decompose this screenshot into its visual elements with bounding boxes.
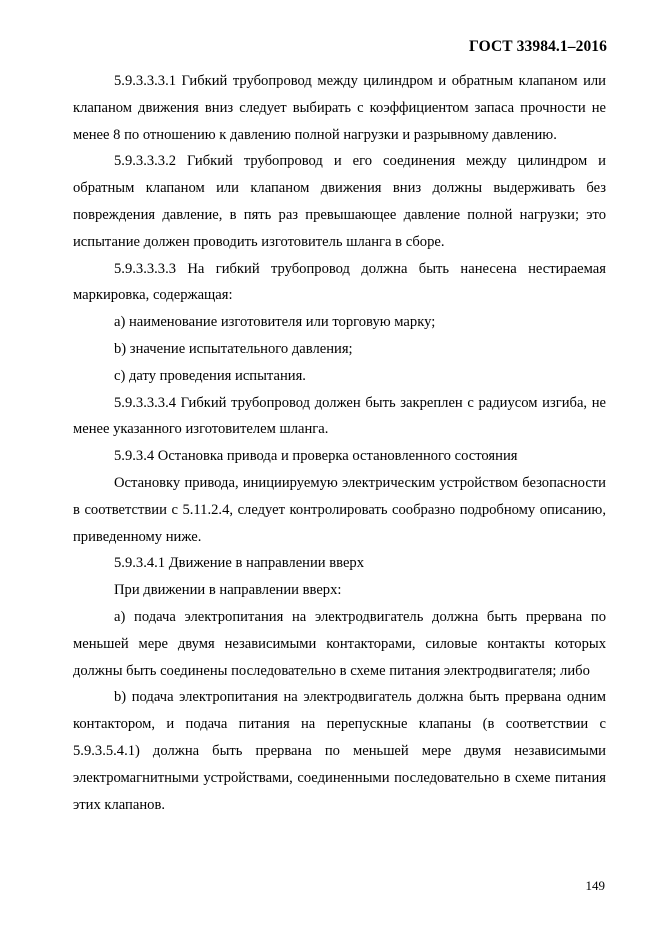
paragraph-upward-intro: При движении в направлении вверх: xyxy=(114,582,342,599)
paragraph-5-9-3-3-3-2: 5.9.3.3.3.2 Гибкий трубопровод и его соединения между цилиндром и обратным клапаном или клапаном движения вниз должны выдерживать без повреждения давление, в пять раз превышающее давление полной нагрузки; это испытание должен проводить изготовитель шланга в сборе. xyxy=(73,153,606,250)
paragraph-5-9-3-3-3-3: 5.9.3.3.3.3 На гибкий трубопровод должна быть нанесена нестираемая маркировка, содержащая: xyxy=(73,260,606,304)
document-body xyxy=(73,68,606,818)
paragraph-5-9-3-3-3-4: 5.9.3.3.3.4 Гибкий трубопровод должен быть закреплен с радиусом изгиба, не менее указанного изготовителем шланга. xyxy=(73,394,606,438)
section-heading-5-9-3-4: 5.9.3.4 Остановка привода и проверка остановленного состояния xyxy=(114,448,518,465)
list-item-a-manufacturer: а) наименование изготовителя или торговую марку; xyxy=(114,314,436,331)
paragraph-5-9-3-3-3-1: 5.9.3.3.3.1 Гибкий трубопровод между цилиндром и обратным клапаном или клапаном движения вниз следует выбирать с коэффициентом запаса прочности не менее 8 по отношению к давлению полной нагрузки и разрывному давлению. xyxy=(73,73,606,143)
section-heading-5-9-3-4-1: 5.9.3.4.1 Движение в направлении вверх xyxy=(114,555,365,572)
list-item-b-test-pressure: b) значение испытательного давления; xyxy=(114,340,353,357)
paragraph-drive-stop: Остановку привода, инициируемую электрическим устройством безопасности в соответствии с 5.11.2.4, следует контролировать сообразно подробному описанию, приведенному ниже. xyxy=(73,474,606,545)
list-item-a-power-interrupt: а) подача электропитания на электродвигатель должна быть прервана по меньшей мере двумя независимыми контакторами, силовые контакты которых должны быть соединены последовательно в схеме питания электродвигателя; либо xyxy=(73,608,606,679)
page-number: 149 xyxy=(585,878,605,893)
list-item-c-test-date: с) дату проведения испытания. xyxy=(114,367,306,384)
document-header-standard: ГОСТ 33984.1–2016 xyxy=(469,38,607,55)
list-item-b-power-interrupt: b) подача электропитания на электродвигатель должна быть прервана одним контактором, и подача питания на перепускные клапаны (в соответствии с 5.9.3.5.4.1) должна быть прервана по меньшей мере двумя независимыми электромагнитными устройствами, соединенными последовательно в схеме питания этих клапанов. xyxy=(73,689,606,813)
